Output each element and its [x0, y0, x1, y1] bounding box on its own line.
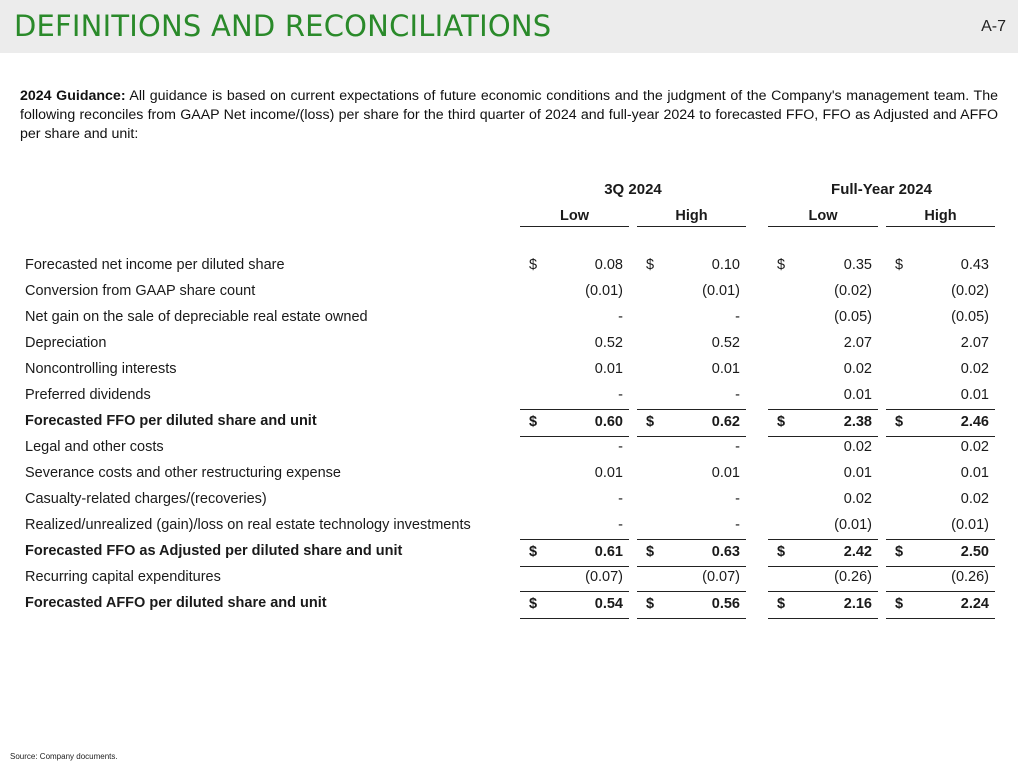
group-header-full-year-2024: Full-Year 2024 [831, 181, 932, 198]
cell-value: 0.01 [843, 387, 872, 403]
cell-value: 0.52 [594, 335, 623, 351]
cell-value: 0.63 [711, 544, 740, 560]
value-cell [886, 461, 995, 487]
value-cell [886, 539, 995, 567]
value-cell [637, 357, 746, 383]
cell-value: 0.02 [960, 361, 989, 377]
value-cell [520, 357, 629, 383]
cell-value: (0.26) [834, 569, 872, 585]
table-row [0, 305, 1018, 331]
currency-symbol: $ [646, 596, 655, 612]
table-row [0, 357, 1018, 383]
value-cell [886, 409, 995, 437]
cell-value: - [618, 491, 623, 507]
cell-value: 2.24 [960, 596, 989, 612]
table-row [0, 565, 1018, 591]
intro-text: All guidance is based on current expectations of future economic conditions and the judgment of the Company's management team. The following reconciles from GAAP Net income/(loss) per share for the third quarter of 2024 and full-year 2024 to forecasted FFO, FFO as Adjusted and AFFO per share and unit: [20, 88, 998, 142]
value-cell [886, 383, 995, 410]
row-label: Conversion from GAAP share count [25, 283, 256, 299]
table-row [0, 409, 1018, 435]
value-cell [768, 357, 878, 383]
value-cell [637, 409, 746, 437]
table-row [0, 253, 1018, 279]
cell-value: 0.02 [960, 439, 989, 455]
cell-value: 0.02 [843, 361, 872, 377]
table-row [0, 539, 1018, 565]
subhead-underline [768, 226, 878, 227]
currency-symbol: $ [529, 414, 538, 430]
value-cell [768, 565, 878, 592]
cell-value: - [618, 439, 623, 455]
value-cell [520, 461, 629, 487]
value-cell [520, 539, 629, 567]
currency-symbol: $ [529, 257, 538, 273]
value-cell [768, 487, 878, 513]
table-row [0, 435, 1018, 461]
table-row [0, 513, 1018, 539]
currency-symbol: $ [777, 544, 786, 560]
cell-value: (0.07) [585, 569, 623, 585]
subhead-underline [637, 226, 746, 227]
cell-value: 0.52 [711, 335, 740, 351]
value-cell [768, 435, 878, 461]
currency-symbol: $ [777, 414, 786, 430]
value-cell [520, 513, 629, 540]
cell-value: 0.61 [594, 544, 623, 560]
value-cell [886, 279, 995, 305]
currency-symbol: $ [895, 414, 904, 430]
header-bar [0, 0, 1018, 53]
row-label: Realized/unrealized (gain)/loss on real estate technology investments [25, 517, 471, 533]
intro-lead: 2024 Guidance: [20, 88, 126, 104]
value-cell [637, 253, 746, 279]
value-cell [520, 305, 629, 331]
row-label: Recurring capital expenditures [25, 569, 221, 585]
cell-value: (0.05) [951, 309, 989, 325]
cell-value: (0.01) [702, 283, 740, 299]
table-row [0, 591, 1018, 617]
value-cell [520, 409, 629, 437]
page-number: A-7 [981, 18, 1006, 35]
row-label: Noncontrolling interests [25, 361, 177, 377]
cell-value: 2.46 [960, 414, 989, 430]
value-cell [886, 487, 995, 513]
value-cell [637, 513, 746, 540]
currency-symbol: $ [895, 544, 904, 560]
subhead-3q-high: High [675, 208, 708, 224]
cell-value: (0.01) [834, 517, 872, 533]
value-cell [520, 253, 629, 279]
value-cell [637, 565, 746, 592]
cell-value: 0.01 [594, 361, 623, 377]
value-cell [637, 461, 746, 487]
currency-symbol: $ [895, 257, 904, 273]
subhead-3q-low: Low [560, 208, 589, 224]
cell-value: 0.01 [711, 465, 740, 481]
subhead-underline [520, 226, 629, 227]
value-cell [637, 331, 746, 357]
cell-value: (0.01) [585, 283, 623, 299]
currency-symbol: $ [777, 257, 786, 273]
subhead-underline [886, 226, 995, 227]
cell-value: (0.02) [951, 283, 989, 299]
cell-value: - [735, 517, 740, 533]
cell-value: - [735, 491, 740, 507]
row-label: Forecasted FFO per diluted share and unit [25, 413, 317, 429]
currency-symbol: $ [895, 596, 904, 612]
row-label: Net gain on the sale of depreciable real estate owned [25, 309, 368, 325]
cell-value: 0.01 [960, 465, 989, 481]
value-cell [886, 565, 995, 592]
value-cell [520, 331, 629, 357]
cell-value: - [735, 387, 740, 403]
cell-value: 0.02 [843, 439, 872, 455]
value-cell [520, 591, 629, 619]
cell-value: - [618, 517, 623, 533]
row-label: Preferred dividends [25, 387, 151, 403]
table-row [0, 279, 1018, 305]
cell-value: - [735, 309, 740, 325]
cell-value: 2.07 [843, 335, 872, 351]
value-cell [886, 591, 995, 619]
cell-value: 2.42 [843, 544, 872, 560]
currency-symbol: $ [529, 544, 538, 560]
value-cell [768, 409, 878, 437]
value-cell [637, 539, 746, 567]
row-label: Depreciation [25, 335, 107, 351]
value-cell [886, 357, 995, 383]
value-cell [520, 565, 629, 592]
value-cell [768, 591, 878, 619]
cell-value: - [735, 439, 740, 455]
cell-value: 0.01 [843, 465, 872, 481]
table-row [0, 461, 1018, 487]
value-cell [637, 487, 746, 513]
page-title: DEFINITIONS AND RECONCILIATIONS [14, 9, 552, 43]
currency-symbol: $ [646, 257, 655, 273]
table-row [0, 383, 1018, 409]
group-header-3q-2024: 3Q 2024 [604, 181, 662, 198]
value-cell [520, 383, 629, 410]
table-row [0, 487, 1018, 513]
value-cell [768, 253, 878, 279]
currency-symbol: $ [646, 414, 655, 430]
currency-symbol: $ [529, 596, 538, 612]
cell-value: - [618, 309, 623, 325]
value-cell [768, 383, 878, 410]
cell-value: 0.01 [594, 465, 623, 481]
cell-value: 0.54 [594, 596, 623, 612]
source-note: Source: Company documents. [10, 752, 118, 761]
row-label: Forecasted AFFO per diluted share and unit [25, 595, 327, 611]
value-cell [768, 461, 878, 487]
value-cell [637, 591, 746, 619]
cell-value: (0.07) [702, 569, 740, 585]
cell-value: 0.60 [594, 414, 623, 430]
value-cell [886, 513, 995, 540]
value-cell [637, 279, 746, 305]
value-cell [520, 279, 629, 305]
cell-value: 0.01 [960, 387, 989, 403]
value-cell [637, 305, 746, 331]
value-cell [886, 253, 995, 279]
row-label: Forecasted FFO as Adjusted per diluted share and unit [25, 543, 403, 559]
value-cell [768, 279, 878, 305]
cell-value: (0.05) [834, 309, 872, 325]
cell-value: (0.02) [834, 283, 872, 299]
value-cell [520, 487, 629, 513]
cell-value: 0.43 [960, 257, 989, 273]
cell-value: (0.26) [951, 569, 989, 585]
value-cell [886, 435, 995, 461]
value-cell [886, 305, 995, 331]
currency-symbol: $ [646, 544, 655, 560]
currency-symbol: $ [777, 596, 786, 612]
cell-value: 0.01 [711, 361, 740, 377]
value-cell [768, 331, 878, 357]
row-label: Casualty-related charges/(recoveries) [25, 491, 267, 507]
cell-value: 0.02 [960, 491, 989, 507]
value-cell [520, 435, 629, 461]
value-cell [637, 383, 746, 410]
intro-paragraph [20, 87, 998, 144]
table-row [0, 331, 1018, 357]
subhead-fy-high: High [924, 208, 957, 224]
cell-value: 0.08 [594, 257, 623, 273]
cell-value: 2.07 [960, 335, 989, 351]
row-label: Severance costs and other restructuring expense [25, 465, 341, 481]
row-label: Forecasted net income per diluted share [25, 257, 285, 273]
cell-value: 0.35 [843, 257, 872, 273]
value-cell [768, 513, 878, 540]
value-cell [637, 435, 746, 461]
cell-value: 0.10 [711, 257, 740, 273]
cell-value: - [618, 387, 623, 403]
cell-value: (0.01) [951, 517, 989, 533]
cell-value: 2.50 [960, 544, 989, 560]
row-label: Legal and other costs [25, 439, 164, 455]
cell-value: 0.62 [711, 414, 740, 430]
value-cell [768, 539, 878, 567]
value-cell [886, 331, 995, 357]
cell-value: 2.16 [843, 596, 872, 612]
cell-value: 2.38 [843, 414, 872, 430]
cell-value: 0.02 [843, 491, 872, 507]
cell-value: 0.56 [711, 596, 740, 612]
subhead-fy-low: Low [808, 208, 838, 224]
value-cell [768, 305, 878, 331]
